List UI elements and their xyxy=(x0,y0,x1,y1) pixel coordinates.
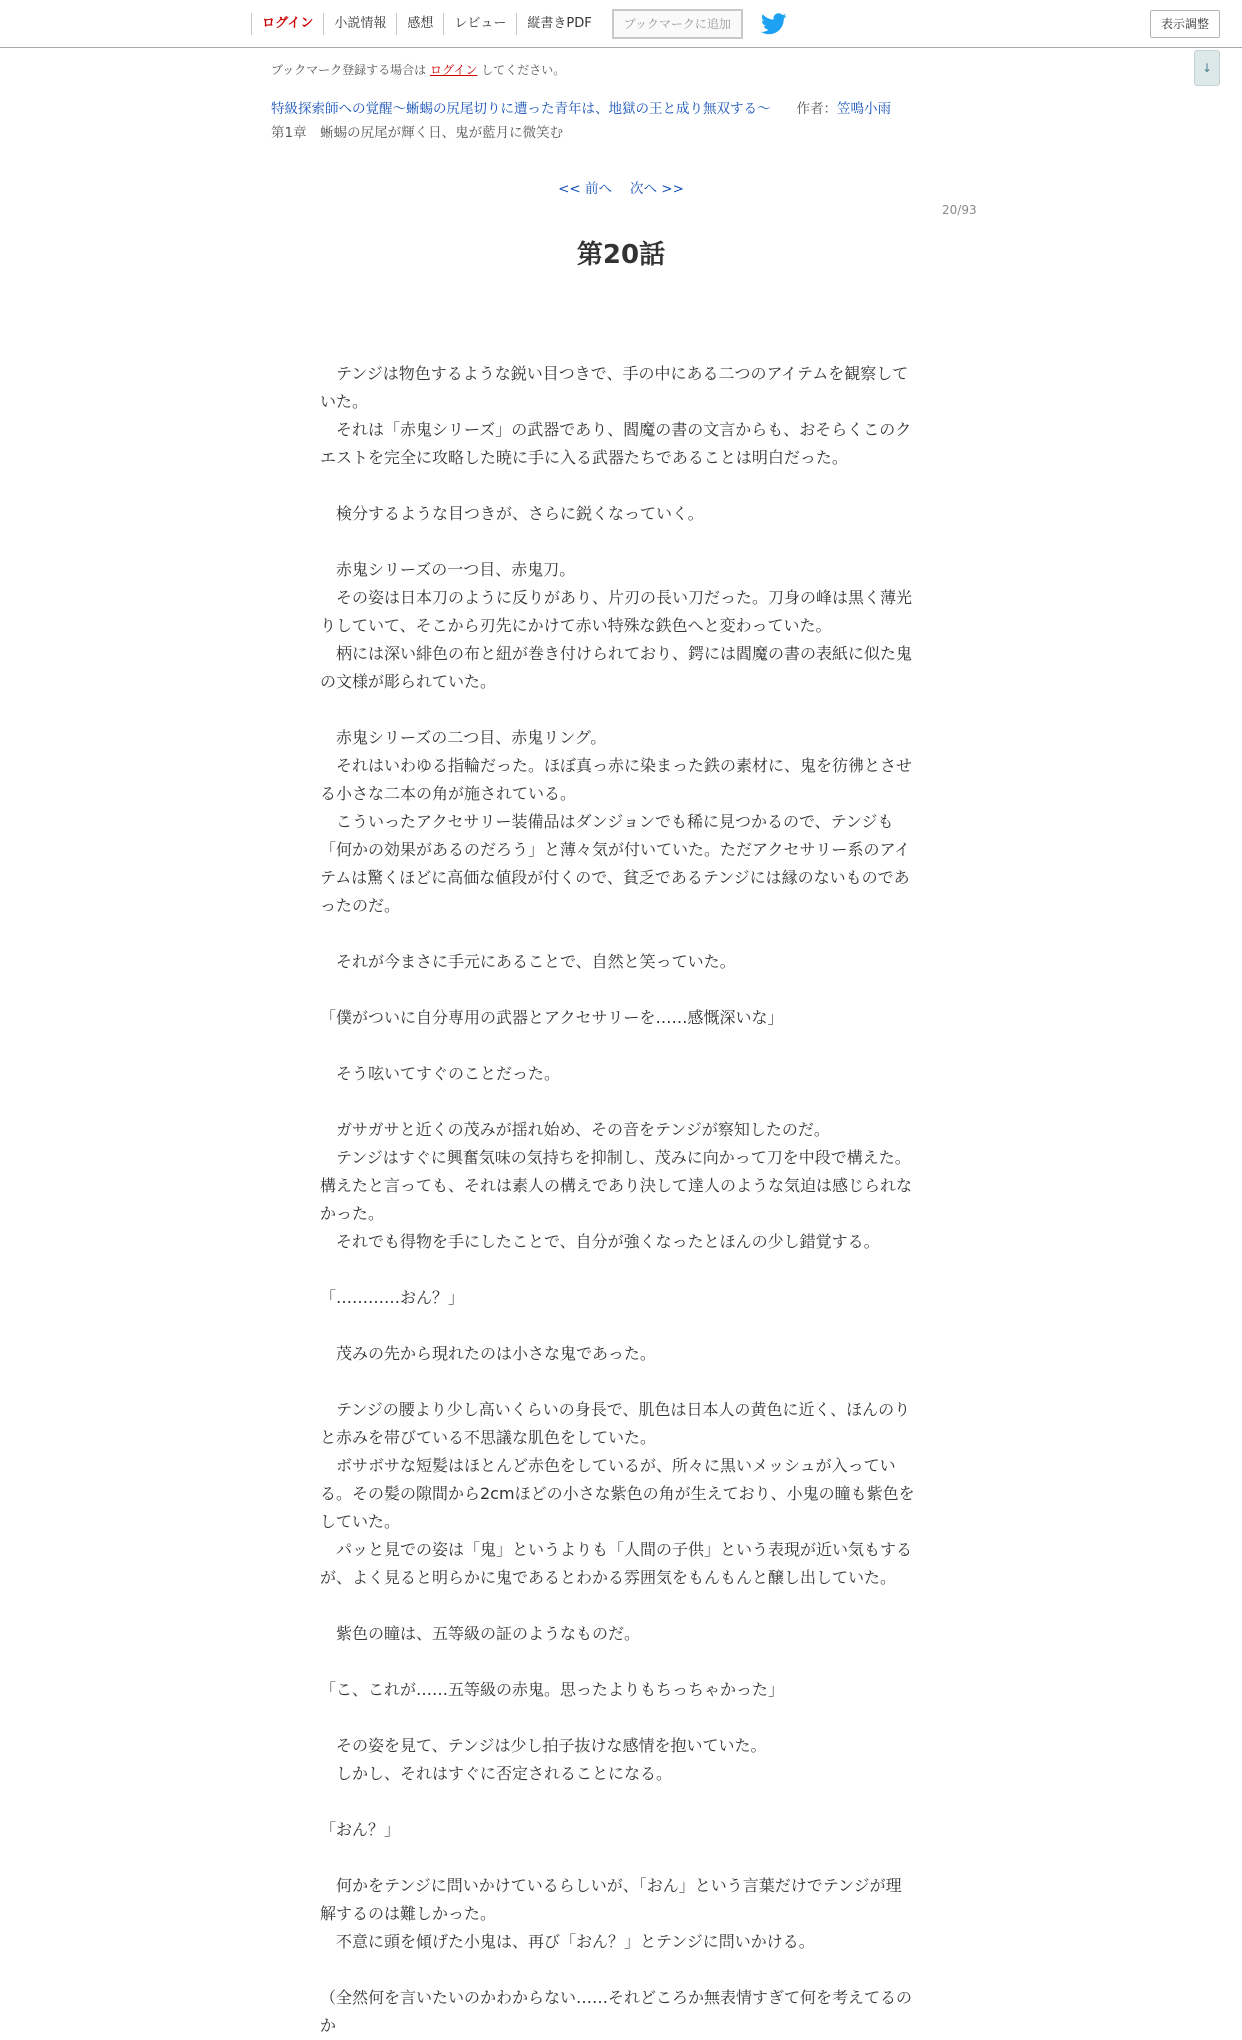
add-bookmark-button[interactable]: ブックマークに追加 xyxy=(612,9,743,39)
body-paragraph xyxy=(320,1312,916,1340)
body-paragraph xyxy=(320,1648,916,1676)
nav-review[interactable]: レビュー xyxy=(443,13,516,35)
body-paragraph xyxy=(320,1368,916,1396)
bookmark-login-notice xyxy=(271,61,565,78)
episode-body xyxy=(320,360,916,2040)
body-paragraph xyxy=(320,1956,916,1984)
body-paragraph: それは「赤鬼シリーズ」の武器であり、閻魔の書の文言からも、おそらくこのクエストを完全に攻略した暁に手に入る武器たちであることは明白だった。 xyxy=(320,420,912,467)
body-paragraph: 検分するような目つきが、さらに鋭くなっていく。 xyxy=(320,504,704,523)
body-paragraph xyxy=(320,1844,916,1872)
body-paragraph: 不意に頭を傾げた小鬼は、再び「おん？」とテンジに問いかける。 xyxy=(320,1932,815,1951)
scroll-down-button[interactable]: ↓ xyxy=(1194,50,1220,86)
body-paragraph: 赤鬼シリーズの一つ目、赤鬼刀。 xyxy=(320,560,576,579)
body-paragraph: パッと見での姿は「鬼」というよりも「人間の子供」という表現が近い気もするが、よく見ると明らかに鬼であるとわかる雰囲気をもんもんと醸し出していた。 xyxy=(320,1540,913,1587)
body-paragraph: テンジはすぐに興奮気味の気持ちを抑制し、茂みに向かって刀を中段で構えた。構えたと言っても、それは素人の構えであり決して達人のような気迫は感じられなかった。 xyxy=(320,1148,913,1223)
body-paragraph: 「…………おん？」 xyxy=(320,1288,465,1307)
body-paragraph: 「おん？」 xyxy=(320,1820,401,1839)
body-paragraph: それはいわゆる指輪だった。ほぼ真っ赤に染まった鉄の素材に、鬼を彷彿とさせる小さな二本の角が施されている。 xyxy=(320,756,913,803)
novel-title-line xyxy=(271,97,891,117)
notice-suffix: してください。 xyxy=(477,63,566,77)
body-paragraph xyxy=(320,696,916,724)
body-paragraph: ボサボサな短髪はほとんど赤色をしているが、所々に黒いメッシュが入っている。その髪の隙間から2cmほどの小さな紫色の角が生えており、小鬼の瞳も紫色をしていた。 xyxy=(320,1456,915,1531)
body-paragraph xyxy=(320,1788,916,1816)
body-paragraph: 「こ、これが……五等級の赤鬼。思ったよりもちっちゃかった」 xyxy=(320,1680,785,1699)
notice-prefix: ブックマーク登録する場合は xyxy=(271,63,430,77)
body-paragraph: 何かをテンジに問いかけているらしいが、「おん」という言葉だけでテンジが理解するのは難しかった。 xyxy=(320,1876,902,1923)
next-episode-link[interactable]: 次へ >> xyxy=(630,181,684,197)
body-paragraph xyxy=(320,1088,916,1116)
notice-login-link[interactable]: ログイン xyxy=(429,63,478,77)
nav-login[interactable]: ログイン xyxy=(251,13,323,35)
body-paragraph: 「僕がついに自分専用の武器とアクセサリーを……感慨深いな」 xyxy=(320,1008,784,1027)
episode-count: 20/93 xyxy=(942,203,977,217)
body-paragraph xyxy=(320,1256,916,1284)
episode-title: 第20話 xyxy=(576,240,666,270)
body-paragraph xyxy=(320,472,916,500)
body-paragraph xyxy=(320,920,916,948)
body-paragraph: （全然何を言いたいのかわからない……それどころか無表情すぎて何を考えてるのか xyxy=(320,1988,913,2035)
display-settings-button[interactable]: 表示調整 xyxy=(1150,10,1220,38)
prev-episode-link[interactable]: << 前へ xyxy=(558,181,612,197)
novel-title-link[interactable]: 特級探索師への覚醒～蜥蜴の尻尾切りに遭った青年は、地獄の王と成り無双する～ xyxy=(271,101,771,117)
body-paragraph: テンジの腰より少し高いくらいの身長で、肌色は日本人の黄色に近く、ほんのりと赤みを帯びている不思議な肌色をしていた。 xyxy=(320,1400,911,1447)
body-paragraph: ガサガサと近くの茂みが揺れ始め、その音をテンジが察知したのだ。 xyxy=(320,1120,830,1139)
top-header xyxy=(0,0,1242,48)
episode-pager xyxy=(0,177,1242,197)
body-paragraph xyxy=(320,1704,916,1732)
top-nav xyxy=(251,0,787,47)
body-paragraph: テンジは物色するような鋭い目つきで、手の中にある二つのアイテムを観察していた。 xyxy=(320,364,909,411)
author-link[interactable]: 笠鳴小雨 xyxy=(837,101,891,117)
body-paragraph: その姿は日本刀のように反りがあり、片刃の長い刀だった。刀身の峰は黒く薄光りしていて、そこから刃先にかけて赤い特殊な鉄色へと変わっていた。 xyxy=(320,588,913,635)
body-paragraph: しかし、それはすぐに否定されることになる。 xyxy=(320,1764,673,1783)
body-paragraph: それでも得物を手にしたことで、自分が強くなったとほんの少し錯覚する。 xyxy=(320,1232,880,1251)
nav-impressions[interactable]: 感想 xyxy=(396,13,443,35)
body-paragraph: 茂みの先から現れたのは小さな鬼であった。 xyxy=(320,1344,656,1363)
chapter-title: 第1章 蜥蜴の尻尾が輝く日、鬼が藍月に微笑む xyxy=(271,125,564,141)
author-label: 作者： xyxy=(796,101,837,117)
nav-novel-info[interactable]: 小説情報 xyxy=(323,13,396,35)
twitter-icon[interactable] xyxy=(761,13,787,35)
body-paragraph: そう呟いてすぐのことだった。 xyxy=(320,1064,561,1083)
body-paragraph: 紫色の瞳は、五等級の証のようなものだ。 xyxy=(320,1624,641,1643)
body-paragraph: 赤鬼シリーズの二つ目、赤鬼リング。 xyxy=(320,728,607,747)
body-paragraph: その姿を見て、テンジは少し拍子抜けな感情を抱いていた。 xyxy=(320,1736,767,1755)
body-paragraph xyxy=(320,1032,916,1060)
nav-vertical-pdf[interactable]: 縦書きPDF xyxy=(516,13,601,35)
body-paragraph xyxy=(320,1592,916,1620)
body-paragraph: こういったアクセサリー装備品はダンジョンでも稀に見つかるので、テンジも「何かの効果があるのだろう」と薄々気が付いていた。ただアクセサリー系のアイテムは驚くほどに高価な値段が付くので、貧乏であるテンジには縁のないものであったのだ。 xyxy=(320,812,911,915)
body-paragraph: それが今まさに手元にあることで、自然と笑っていた。 xyxy=(320,952,736,971)
body-paragraph xyxy=(320,976,916,1004)
body-paragraph xyxy=(320,528,916,556)
body-paragraph: 柄には深い緋色の布と紐が巻き付けられており、鍔には閻魔の書の表紙に似た鬼の文様が彫られていた。 xyxy=(320,644,913,691)
